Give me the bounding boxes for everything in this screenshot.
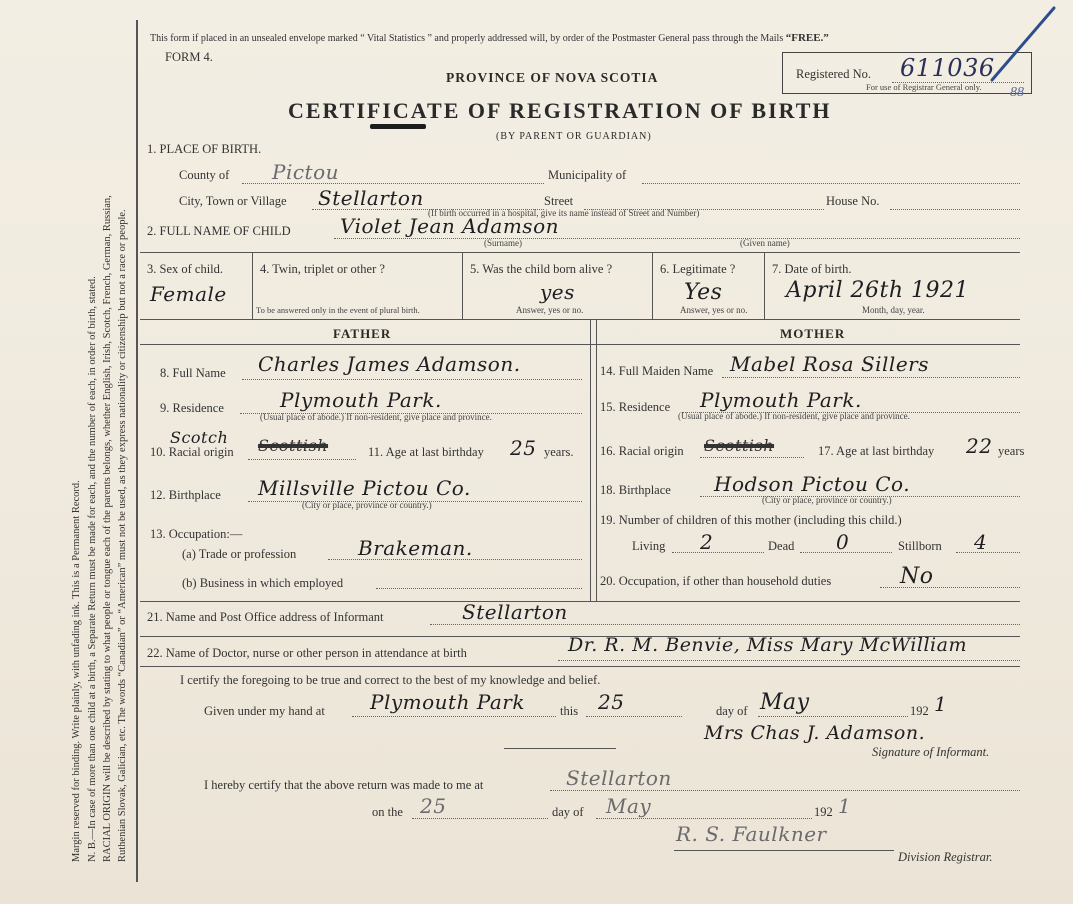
father-racial-struck: Scottish bbox=[258, 436, 329, 455]
this-label: this bbox=[560, 704, 579, 718]
city-label: City, Town or Village bbox=[179, 194, 287, 208]
mother-name-value: Mabel Rosa Sillers bbox=[730, 352, 929, 376]
birth-date-value: April 26th 1921 bbox=[786, 278, 970, 303]
children-count-label: 19. Number of children of this mother (including this child.) bbox=[600, 513, 902, 527]
father-heading: FATHER bbox=[333, 326, 392, 341]
twin-label: 4. Twin, triplet or other ? bbox=[260, 262, 385, 276]
father-residence-note: (Usual place of abode.) If non-resident, give place and province. bbox=[260, 412, 492, 422]
house-no-label: House No. bbox=[826, 194, 880, 208]
form-number: FORM 4. bbox=[165, 50, 213, 64]
informant-value: Stellarton bbox=[462, 600, 568, 624]
father-age-value: 25 bbox=[510, 436, 537, 460]
county-label: County of bbox=[179, 168, 230, 182]
registrar-month-value: May bbox=[606, 794, 652, 818]
father-age-label: 11. Age at last birthday bbox=[368, 445, 484, 459]
given-name-note: (Given name) bbox=[740, 238, 790, 248]
registered-no-value: 611036 bbox=[900, 54, 995, 82]
certificate-subtitle: (BY PARENT OR GUARDIAN) bbox=[496, 131, 652, 142]
legitimate-value: Yes bbox=[684, 280, 723, 305]
registrar-signature: R. S. Faulkner bbox=[676, 822, 827, 846]
signature-of-informant-label: Signature of Informant. bbox=[872, 745, 990, 759]
certify-year-suffix: 1 bbox=[934, 692, 948, 716]
stamp-number: 88 bbox=[1010, 85, 1024, 100]
binding-rule bbox=[136, 20, 138, 882]
registrar-day-value: 25 bbox=[420, 794, 447, 818]
ink-mark bbox=[370, 124, 426, 129]
father-birthplace-note: (City or place, province or country.) bbox=[302, 500, 432, 510]
living-value: 2 bbox=[700, 530, 714, 554]
stillborn-label: Stillborn bbox=[898, 539, 942, 553]
pen-stroke-icon bbox=[990, 4, 1060, 84]
father-business-label: (b) Business in which employed bbox=[182, 576, 344, 590]
father-trade-value: Brakeman. bbox=[358, 536, 473, 560]
certify-statement: I certify the foregoing to be true and correct to the best of my knowledge and belief. bbox=[180, 673, 601, 687]
child-name-value: Violet Jean Adamson bbox=[340, 214, 559, 238]
division-registrar-label: Division Registrar. bbox=[898, 850, 993, 864]
mother-name-label: 14. Full Maiden Name bbox=[600, 364, 714, 378]
father-residence-value: Plymouth Park. bbox=[280, 388, 442, 412]
margin-note-multiple-births: N. B.—In case of more than one child at a birth, a Separate Return must be made for each, and the number of each, in order of birth, stated. bbox=[87, 276, 98, 862]
registrar-year-suffix: 1 bbox=[838, 794, 852, 818]
day-of-label: day of bbox=[716, 704, 748, 718]
margin-note-racial-origin: RACIAL ORIGIN will be described by stating to what people or tongue each of the parents belongs, whether English, Irish, Scotch, French, German, Russian, bbox=[102, 195, 113, 862]
legitimate-note: Answer, yes or no. bbox=[680, 305, 748, 315]
certify-month-value: May bbox=[760, 690, 810, 715]
living-label: Living bbox=[632, 539, 666, 553]
born-alive-note: Answer, yes or no. bbox=[516, 305, 584, 315]
registrar-use-note: For use of Registrar General only. bbox=[866, 82, 982, 92]
father-name-label: 8. Full Name bbox=[160, 366, 226, 380]
dead-value: 0 bbox=[836, 530, 850, 554]
registrar-day-of-label: day of bbox=[552, 805, 584, 819]
certify-day-value: 25 bbox=[598, 690, 625, 714]
father-racial-label: 10. Racial origin bbox=[150, 445, 234, 459]
father-birthplace-label: 12. Birthplace bbox=[150, 488, 221, 502]
father-residence-label: 9. Residence bbox=[160, 401, 224, 415]
mother-birthplace-note: (City or place, province or country.) bbox=[762, 495, 892, 505]
sex-value: Female bbox=[150, 282, 227, 306]
mother-birthplace-label: 18. Birthplace bbox=[600, 483, 671, 497]
mother-birthplace-value: Hodson Pictou Co. bbox=[714, 472, 911, 496]
certify-year-prefix: 192 bbox=[910, 704, 929, 718]
given-place-value: Plymouth Park bbox=[370, 690, 525, 714]
on-the-label: on the bbox=[372, 805, 403, 819]
doctor-label: 22. Name of Doctor, nurse or other person in attendance at birth bbox=[147, 646, 467, 660]
doctor-value: Dr. R. M. Benvie, Miss Mary McWilliam bbox=[568, 634, 967, 656]
father-trade-label: (a) Trade or profession bbox=[182, 547, 297, 561]
father-birthplace-value: Millsville Pictou Co. bbox=[258, 476, 471, 500]
mother-residence-value: Plymouth Park. bbox=[700, 388, 862, 412]
born-alive-label: 5. Was the child born alive ? bbox=[470, 262, 613, 276]
father-name-value: Charles James Adamson. bbox=[258, 352, 521, 376]
twin-note: To be answered only in the event of plural birth. bbox=[256, 305, 420, 315]
county-value: Pictou bbox=[272, 160, 340, 184]
hospital-note: (If birth occurred in a hospital, give its name instead of Street and Number) bbox=[428, 208, 700, 218]
municipality-label: Municipality of bbox=[548, 168, 627, 182]
father-racial-value: Scotch bbox=[170, 428, 229, 447]
mother-age-unit: years bbox=[998, 444, 1025, 458]
mother-occupation-value: No bbox=[900, 564, 934, 589]
mother-racial-label: 16. Racial origin bbox=[600, 444, 684, 458]
birth-date-note: Month, day, year. bbox=[862, 305, 925, 315]
mother-age-label: 17. Age at last birthday bbox=[818, 444, 935, 458]
margin-note-binding: Margin reserved for binding. Write plainly, with unfading ink. This is a Permanent Record. bbox=[71, 480, 82, 862]
child-name-label: 2. FULL NAME OF CHILD bbox=[147, 224, 291, 238]
stillborn-value: 4 bbox=[974, 530, 988, 554]
margin-note-racial-origin-2: Ruthenian Slovak, Galician, etc. The words “Canadian” or “American” must not be used, as they express nationality or citizenship but not a race or people. bbox=[117, 209, 128, 862]
born-alive-value: yes bbox=[540, 280, 575, 304]
surname-note: (Surname) bbox=[484, 238, 522, 248]
registrar-statement: I hereby certify that the above return was made to me at bbox=[204, 778, 484, 792]
sex-label: 3. Sex of child. bbox=[147, 262, 224, 276]
postal-notice: This form if placed in an unsealed envelope marked “ Vital Statistics ” and properly addressed will, by order of the Postmaster General pass through the Mails “FREE.” bbox=[150, 32, 829, 44]
mother-residence-label: 15. Residence bbox=[600, 400, 671, 414]
informant-label: 21. Name and Post Office address of Informant bbox=[147, 610, 384, 624]
street-label: Street bbox=[544, 194, 574, 208]
given-under-label: Given under my hand at bbox=[204, 704, 325, 718]
registered-no-label: Registered No. bbox=[796, 67, 871, 81]
registrar-year-prefix: 192 bbox=[814, 805, 833, 819]
birth-date-label: 7. Date of birth. bbox=[772, 262, 852, 276]
informant-signature: Mrs Chas J. Adamson. bbox=[704, 722, 926, 744]
mother-racial-struck: Scottish bbox=[704, 436, 775, 455]
province-heading: PROVINCE OF NOVA SCOTIA bbox=[446, 70, 659, 85]
dead-label: Dead bbox=[768, 539, 795, 553]
mother-occupation-label: 20. Occupation, if other than household duties bbox=[600, 574, 832, 588]
registrar-place-value: Stellarton bbox=[566, 766, 672, 790]
father-age-unit: years. bbox=[544, 445, 574, 459]
city-value: Stellarton bbox=[318, 186, 424, 210]
mother-heading: MOTHER bbox=[780, 326, 846, 341]
certificate-title: CERTIFICATE OF REGISTRATION OF BIRTH bbox=[288, 98, 832, 123]
place-of-birth-label: 1. PLACE OF BIRTH. bbox=[147, 142, 262, 156]
legitimate-label: 6. Legitimate ? bbox=[660, 262, 736, 276]
father-occupation-label: 13. Occupation:— bbox=[150, 527, 243, 541]
mother-age-value: 22 bbox=[966, 434, 993, 458]
mother-residence-note: (Usual place of abode.) If non-resident, give place and province. bbox=[678, 411, 910, 421]
